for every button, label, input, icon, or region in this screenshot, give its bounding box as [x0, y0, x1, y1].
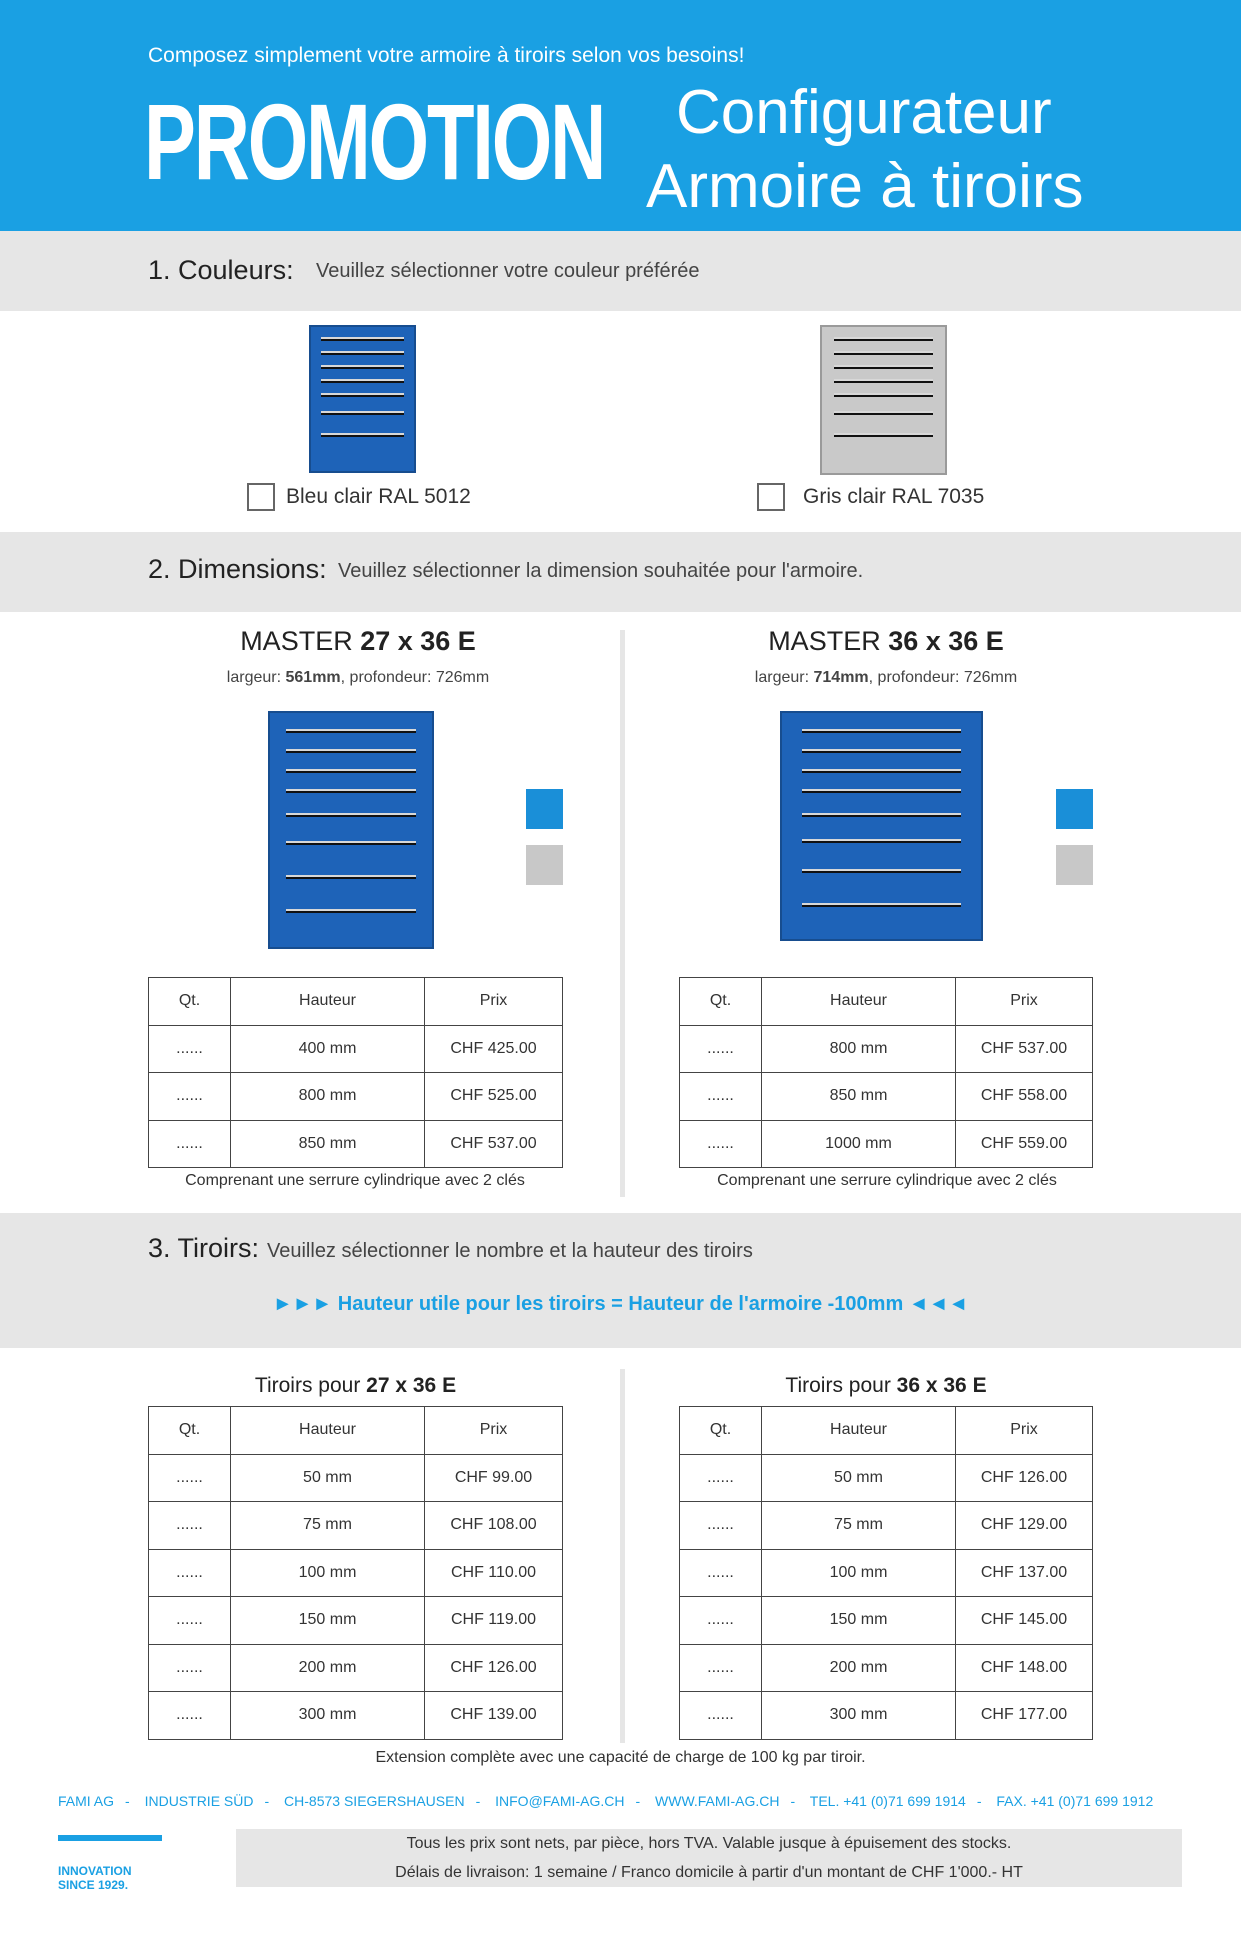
- qty-cell[interactable]: ......: [149, 1454, 231, 1502]
- footer-address: CH-8573 SIEGERSHAUSEN: [284, 1793, 465, 1809]
- qty-cell[interactable]: ......: [149, 1502, 231, 1550]
- table-header-row: [149, 1407, 563, 1455]
- product-title-36x36: MASTER 36 x 36 E: [768, 626, 1004, 656]
- height-cell: 200 mm: [231, 1644, 425, 1692]
- qty-cell[interactable]: ......: [680, 1692, 762, 1740]
- table-row: [680, 1073, 1093, 1121]
- table-row: [680, 1549, 1093, 1597]
- product-dims-27x36: largeur: 561mm, profondeur: 726mm: [226, 669, 490, 686]
- cabinet-grey-image: [820, 325, 947, 475]
- table-row: [680, 1454, 1093, 1502]
- height-cell: 100 mm: [231, 1549, 425, 1597]
- lock-note-27x36: Comprenant une serrure cylindrique avec 2 clés: [185, 1172, 525, 1189]
- section-colors-subtitle: Veuillez sélectionner votre couleur préférée: [316, 260, 700, 282]
- swatch-grey-27x36[interactable]: [526, 845, 563, 885]
- height-cell: 850 mm: [231, 1120, 425, 1168]
- height-cell: 75 mm: [762, 1502, 956, 1550]
- cabinet-27x36-image: [268, 711, 434, 949]
- footer-email-link[interactable]: INFO@FAMI-AG.CH: [495, 1793, 625, 1809]
- table-row: [680, 1025, 1093, 1073]
- height-cell: 300 mm: [762, 1692, 956, 1740]
- section-drawers-subtitle: Veuillez sélectionner le nombre et la hauteur des tiroirs: [267, 1240, 753, 1262]
- label-blue: Bleu clair RAL 5012: [286, 485, 471, 508]
- header-height: Hauteur: [762, 978, 956, 1026]
- price-cell: CHF 110.00: [425, 1549, 563, 1597]
- table-header-row: [680, 1407, 1093, 1455]
- price-cell: CHF 99.00: [425, 1454, 563, 1502]
- cabinet-blue-image: [309, 325, 416, 473]
- price-cell: CHF 137.00: [956, 1549, 1093, 1597]
- height-cell: 400 mm: [231, 1025, 425, 1073]
- footer-contact-line: FAMI AG - INDUSTRIE SÜD - CH-8573 SIEGERSHAUSEN - INFO@FAMI-AG.CH - WWW.FAMI-AG.CH - TEL. +41 (0)71 699 1914 - FAX. +41 (0)71 699 1912: [58, 1793, 1154, 1809]
- height-cell: 800 mm: [762, 1025, 956, 1073]
- table-row: [680, 1692, 1093, 1740]
- qty-cell[interactable]: ......: [149, 1597, 231, 1645]
- divider-dimensions: [620, 630, 625, 1197]
- footer-tel: TEL. +41 (0)71 699 1914: [809, 1793, 966, 1809]
- qty-cell[interactable]: ......: [149, 1549, 231, 1597]
- table-row: [149, 1549, 563, 1597]
- price-cell: CHF 425.00: [425, 1025, 563, 1073]
- price-cell: CHF 558.00: [956, 1073, 1093, 1121]
- header-qty: Qt.: [149, 978, 231, 1026]
- price-cell: CHF 148.00: [956, 1644, 1093, 1692]
- section-dimensions-band: [0, 532, 1241, 612]
- header-qty: Qt.: [680, 1407, 762, 1455]
- qty-cell[interactable]: ......: [680, 1549, 762, 1597]
- header-banner: [0, 0, 1241, 231]
- price-cell: CHF 108.00: [425, 1502, 563, 1550]
- qty-cell[interactable]: ......: [680, 1454, 762, 1502]
- footer-fax: FAX. +41 (0)71 699 1912: [996, 1793, 1154, 1809]
- product-dims-36x36: largeur: 714mm, profondeur: 726mm: [754, 669, 1018, 686]
- section-drawers-band: [0, 1213, 1241, 1348]
- divider-drawers: [620, 1369, 625, 1743]
- price-cell: CHF 537.00: [425, 1120, 563, 1168]
- height-cell: 75 mm: [231, 1502, 425, 1550]
- table-row: [680, 1644, 1093, 1692]
- header-qty: Qt.: [680, 978, 762, 1026]
- footer-website-link[interactable]: WWW.FAMI-AG.CH: [655, 1793, 780, 1809]
- price-table-27x36: [148, 977, 563, 1168]
- checkbox-grey[interactable]: [757, 483, 785, 511]
- qty-cell[interactable]: ......: [680, 1502, 762, 1550]
- innovation-logo: INNOVATION SINCE 1929.: [58, 1864, 132, 1892]
- cabinet-36x36-image: [780, 711, 983, 941]
- table-row: [680, 1120, 1093, 1168]
- qty-cell[interactable]: ......: [149, 1644, 231, 1692]
- tagline: Composez simplement votre armoire à tiroirs selon vos besoins!: [148, 44, 745, 67]
- table-row: [680, 1502, 1093, 1550]
- lock-note-36x36: Comprenant une serrure cylindrique avec 2 clés: [717, 1172, 1057, 1189]
- price-table-36x36: [679, 977, 1093, 1168]
- height-cell: 200 mm: [762, 1644, 956, 1692]
- drawer-table-36x36: [679, 1406, 1093, 1740]
- header-height: Hauteur: [231, 1407, 425, 1455]
- price-cell: CHF 145.00: [956, 1597, 1093, 1645]
- height-cell: 800 mm: [231, 1073, 425, 1121]
- height-cell: 150 mm: [231, 1597, 425, 1645]
- checkbox-blue[interactable]: [247, 483, 275, 511]
- table-row: [149, 1502, 563, 1550]
- footer-company: FAMI AG: [58, 1793, 115, 1809]
- logo-bar: [58, 1835, 162, 1841]
- price-cell: CHF 177.00: [956, 1692, 1093, 1740]
- height-cell: 1000 mm: [762, 1120, 956, 1168]
- label-grey: Gris clair RAL 7035: [803, 485, 985, 508]
- header-price: Prix: [425, 978, 563, 1026]
- qty-cell[interactable]: ......: [680, 1644, 762, 1692]
- table-row: [149, 1120, 563, 1168]
- price-cell: CHF 537.00: [956, 1025, 1093, 1073]
- configurator-title: Configurateur: [676, 78, 1052, 147]
- qty-cell[interactable]: ......: [680, 1120, 762, 1168]
- height-cell: 50 mm: [231, 1454, 425, 1502]
- drawer-table-27x36: [148, 1406, 563, 1740]
- price-cell: CHF 129.00: [956, 1502, 1093, 1550]
- header-height: Hauteur: [231, 978, 425, 1026]
- configurator-subtitle: Armoire à tiroirs: [646, 152, 1084, 221]
- footer-zone: INDUSTRIE SÜD: [144, 1793, 254, 1809]
- swatch-blue-27x36[interactable]: [526, 789, 563, 829]
- section-drawers-number: 3. Tiroirs:: [148, 1233, 260, 1263]
- qty-cell[interactable]: ......: [680, 1025, 762, 1073]
- height-cell: 150 mm: [762, 1597, 956, 1645]
- table-row: [149, 1454, 563, 1502]
- price-cell: CHF 126.00: [956, 1454, 1093, 1502]
- qty-cell[interactable]: ......: [149, 1120, 231, 1168]
- price-cell: CHF 119.00: [425, 1597, 563, 1645]
- height-cell: 850 mm: [762, 1073, 956, 1121]
- price-cell: CHF 559.00: [956, 1120, 1093, 1168]
- extension-note: Extension complète avec une capacité de charge de 100 kg par tiroir.: [375, 1749, 866, 1766]
- section-colors-number: 1. Couleurs:: [148, 255, 294, 285]
- section-colors-band: [0, 231, 1241, 311]
- table-header-row: [149, 978, 563, 1026]
- product-title-27x36: MASTER 27 x 36 E: [240, 626, 476, 656]
- height-cell: 100 mm: [762, 1549, 956, 1597]
- promotion-title: PROMOTION: [144, 81, 605, 202]
- header-price: Prix: [956, 1407, 1093, 1455]
- table-row: [149, 1073, 563, 1121]
- table-row: [149, 1597, 563, 1645]
- table-row: [149, 1644, 563, 1692]
- price-cell: CHF 126.00: [425, 1644, 563, 1692]
- header-height: Hauteur: [762, 1407, 956, 1455]
- qty-cell[interactable]: ......: [680, 1597, 762, 1645]
- table-row: [149, 1692, 563, 1740]
- section-dimensions-subtitle: Veuillez sélectionner la dimension souhaitée pour l'armoire.: [338, 560, 864, 582]
- height-cell: 300 mm: [231, 1692, 425, 1740]
- table-header-row: [680, 978, 1093, 1026]
- table-row: [149, 1025, 563, 1073]
- height-cell: 50 mm: [762, 1454, 956, 1502]
- terms-line-2: Délais de livraison: 1 semaine / Franco domicile à partir d'un montant de CHF 1'000.- HT: [395, 1864, 1023, 1881]
- header-qty: Qt.: [149, 1407, 231, 1455]
- drawers-title-36x36: Tiroirs pour 36 x 36 E: [785, 1374, 987, 1397]
- swatch-blue-36x36[interactable]: [1056, 789, 1093, 829]
- footer-terms-box: [236, 1829, 1182, 1887]
- price-cell: CHF 525.00: [425, 1073, 563, 1121]
- drawers-title-27x36: Tiroirs pour 27 x 36 E: [254, 1374, 457, 1397]
- qty-cell[interactable]: ......: [149, 1692, 231, 1740]
- swatch-grey-36x36[interactable]: [1056, 845, 1093, 885]
- usable-height-note: ►►► Hauteur utile pour les tiroirs = Hauteur de l'armoire -100mm ◄◄◄: [272, 1293, 969, 1315]
- section-dimensions-number: 2. Dimensions:: [148, 554, 327, 584]
- qty-cell[interactable]: ......: [680, 1073, 762, 1121]
- qty-cell[interactable]: ......: [149, 1025, 231, 1073]
- table-row: [680, 1597, 1093, 1645]
- qty-cell[interactable]: ......: [149, 1073, 231, 1121]
- header-price: Prix: [425, 1407, 563, 1455]
- terms-line-1: Tous les prix sont nets, par pièce, hors TVA. Valable jusque à épuisement des stocks.: [406, 1835, 1012, 1852]
- header-price: Prix: [956, 978, 1093, 1026]
- price-cell: CHF 139.00: [425, 1692, 563, 1740]
